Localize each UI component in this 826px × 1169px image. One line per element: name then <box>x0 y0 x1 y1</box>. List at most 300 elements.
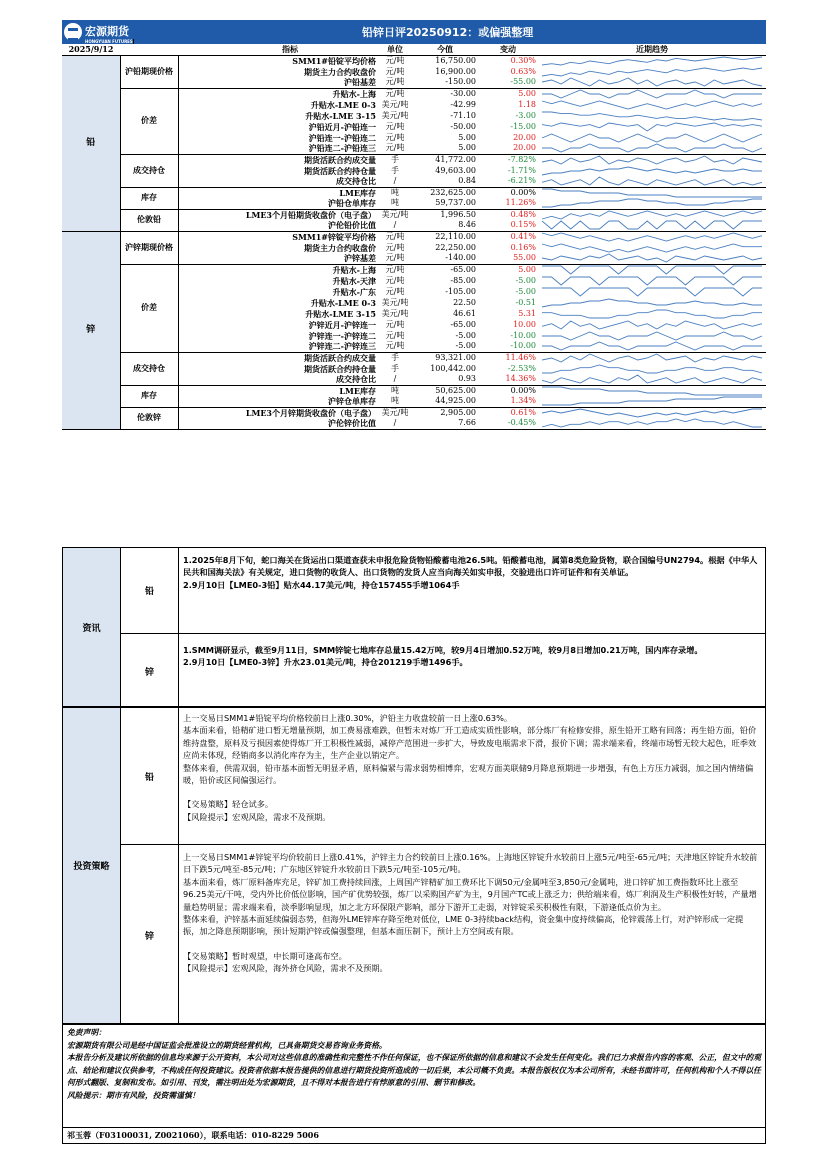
indicator-name: 期货主力合约收盘价 <box>304 242 376 253</box>
indicator-unit: 手 <box>391 352 399 362</box>
indicator-unit: 元/吨 <box>385 132 405 142</box>
logo-subtext: HONGYUAN FUTURES <box>85 39 133 44</box>
trend-sparkline <box>540 198 764 208</box>
trend-line <box>542 409 762 417</box>
indicator-value: 50,625.00 <box>435 385 476 395</box>
strategy-paragraph <box>183 786 759 798</box>
indicator-unit: 吨 <box>391 187 399 197</box>
indicator-unit: 元/吨 <box>385 121 405 131</box>
trend-line <box>542 177 762 185</box>
indicator-change: 0.41% <box>510 231 536 241</box>
indicator-unit: 美元/吨 <box>381 297 409 307</box>
trend-line <box>542 288 762 296</box>
table-row <box>62 352 766 363</box>
trend-sparkline <box>540 122 764 132</box>
indicator-trend <box>538 319 766 330</box>
indicator-name: 期货主力合约收盘价 <box>304 66 376 77</box>
indicator-value: -65.00 <box>450 319 476 329</box>
trend-line <box>542 277 762 285</box>
disclaimer <box>62 1024 766 1128</box>
indicator-change: 1.34% <box>478 396 538 407</box>
indicator-trend <box>538 242 766 253</box>
indicator-change: 0.63% <box>510 66 536 76</box>
trend-sparkline <box>540 100 764 110</box>
news-section <box>62 547 766 707</box>
trend-sparkline <box>540 210 764 220</box>
disclaimer-line: 风险提示：期市有风险，投资需谨慎！ <box>67 1090 200 1100</box>
indicator-unit: 元/吨 <box>385 88 405 98</box>
strategy-lead <box>121 708 765 845</box>
group-label: 伦敦铅 <box>120 209 178 231</box>
indicator-name: 沪铅基差 <box>178 77 378 88</box>
col-trend: 近期趋势 <box>538 44 766 55</box>
report-header <box>62 20 766 44</box>
col-value: 今值 <box>412 44 478 55</box>
indicator-name: LME库存 <box>339 385 376 396</box>
trend-sparkline <box>540 276 764 286</box>
news-lead <box>121 548 765 634</box>
indicator-name: 沪锌仓单库存 <box>178 396 378 407</box>
indicator-change: 10.00 <box>513 319 536 329</box>
trend-sparkline <box>540 56 764 66</box>
indicator-unit: 元/吨 <box>385 319 405 329</box>
table-row <box>62 154 766 165</box>
indicator-unit: / <box>378 220 412 231</box>
indicator-change: 11.46% <box>505 352 536 362</box>
indicator-unit: 元/吨 <box>385 330 405 340</box>
trend-line <box>542 211 762 219</box>
group-label: 伦敦锌 <box>120 407 178 429</box>
indicator-value: -65.00 <box>450 264 476 274</box>
trend-line <box>542 342 762 350</box>
indicator-change: 0.61% <box>510 407 536 417</box>
indicator-change: 20.00 <box>478 143 538 154</box>
trend-line <box>542 397 762 405</box>
trend-sparkline <box>540 67 764 77</box>
trend-line <box>542 123 762 131</box>
indicator-change: 0.48% <box>510 209 536 219</box>
indicator-name: 成交持仓比 <box>178 374 378 385</box>
indicator-change: 0.00% <box>510 385 536 395</box>
indicator-trend <box>538 99 766 110</box>
indicator-name: 期货活跃合约持仓量 <box>304 363 376 374</box>
indicator-unit: / <box>378 418 412 429</box>
indicator-name: 沪伦铅价比值 <box>178 220 378 231</box>
indicator-name: 沪锌近月-沪锌连一 <box>308 319 376 330</box>
indicator-unit: 元/吨 <box>378 341 412 352</box>
news-zinc-item-2: 2.9月10日【LME0-3锌】升水23.01美元/吨，持仓201219手增1496手。 <box>183 657 468 668</box>
indicator-value: 16,900.00 <box>435 66 476 76</box>
strategy-paragraph: 整体来看，供需双弱，铅市基本面暂无明显矛盾，原料偏紧与需求弱势相博弈，宏观方面美联储9月降息预期进一步增强，有色上方压力减弱，加之国内情绪偏暖，铅价或区间偏强运行。 <box>183 762 754 786</box>
indicator-value: 8.46 <box>412 220 478 231</box>
trend-line <box>542 310 762 318</box>
trend-sparkline <box>540 287 764 297</box>
indicator-trend <box>538 286 766 297</box>
indicator-unit: 美元/吨 <box>381 99 409 109</box>
strategy-section <box>62 707 766 1024</box>
indicator-unit: 元/吨 <box>385 286 405 296</box>
group-label: 成交持仓 <box>120 154 178 187</box>
trend-sparkline <box>540 243 764 253</box>
logo-icon <box>64 23 82 41</box>
indicator-value: 46.61 <box>453 308 476 318</box>
trend-line <box>542 112 762 120</box>
indicator-change: 0.00% <box>510 187 536 197</box>
indicator-value: 7.66 <box>412 418 478 429</box>
indicator-unit: 手 <box>391 165 399 175</box>
strategy-paragraph: 整体来看，沪锌基本面延续偏弱态势，但海外LME锌库存降至绝对低位，LME 0-3持续back结构，资金集中度持续偏高，伦锌震荡上行，对沪锌形成一定提振，加之降息预期影响，预计短期沪锌或偏强整理，但基本面压制下，预计上方空间或有限。 <box>183 914 744 937</box>
indicator-unit: 美元/吨 <box>381 110 409 120</box>
indicator-name: LME3个月锌期货收盘价（电子盘） <box>245 407 376 418</box>
group-label: 成交持仓 <box>120 352 178 385</box>
indicator-name: SMM1#锌锭平均价格 <box>292 231 376 242</box>
indicator-name: 沪锌连一-沪锌连二 <box>308 330 376 341</box>
trend-sparkline <box>540 265 764 275</box>
group-label: 价差 <box>120 264 178 352</box>
trend-sparkline <box>540 309 764 319</box>
col-indicator: 指标 <box>178 44 378 55</box>
strategy-paragraph: 基本面来看，炼厂原料备库充足，锌矿加工费持续回涨，上周国产锌精矿加工费环比下调50元/金属吨至3,850元/金属吨，进口锌矿加工费指数环比上涨至96.25美元/干吨，受内外比价低位影响，国产矿优势较强，炼厂以采购国产矿为主，9月国产TC或上涨乏力；供给端来看，炼厂利润及生产积极性好转，产量增量趋势明显；需求端来看，淡季影响显现，加之北方环保限产影响，部分下游开工走弱，对锌锭采买积极性有限，下游逢低点价为主。 <box>183 876 757 912</box>
trend-sparkline <box>540 220 764 230</box>
trend-sparkline <box>540 89 764 99</box>
group-label: 沪锌期现价格 <box>120 231 178 264</box>
indicator-value: 22.50 <box>453 297 476 307</box>
indicator-value: -71.10 <box>450 110 476 120</box>
indicator-trend <box>538 110 766 121</box>
indicator-trend <box>538 418 766 429</box>
indicator-value: -105.00 <box>445 286 476 296</box>
indicator-trend <box>538 66 766 77</box>
indicator-name: 升贴水-LME 0-3 <box>310 297 376 308</box>
indicator-trend <box>538 176 766 187</box>
trend-line <box>542 144 762 152</box>
indicator-change: -3.00 <box>515 110 536 120</box>
indicator-unit: 元/吨 <box>385 275 405 285</box>
strategy-paragraph: 【交易策略】轻仓试多。 <box>183 799 274 810</box>
indicator-value: 59,737.00 <box>412 198 478 209</box>
indicator-name: 沪锌连二-沪锌连三 <box>178 341 378 352</box>
trend-sparkline <box>540 133 764 143</box>
indicator-trend <box>538 275 766 286</box>
trend-line <box>542 266 762 274</box>
indicator-name: LME3个月铅期货收盘价（电子盘） <box>245 209 376 220</box>
indicator-change: -0.45% <box>478 418 538 429</box>
indicator-trend <box>538 396 766 407</box>
indicator-trend <box>538 407 766 418</box>
indicator-unit: 吨 <box>391 385 399 395</box>
disclaimer-line: 本报告分析及建议所依据的信息均来源于公开资料，本公司对这些信息的准确性和完整性不作任何保证，也不保证所依据的信息和建议不会发生任何变化。我们已力求报告内容的客观、公正，但文中的观点、结论和建议仅供参考，不构成任何投资建议。投资者依据本报告提供的信息进行期货投资所造成的一切后果，本公司概不负责。本报告版权仅为本公司所有，未经书面许可，任何机构和个人不得以任何形式翻版、复制和发布。如引用、刊发，需注明出处为宏源期货，且不得对本报告进行有悖原意的引用、删节和修改。 <box>67 1053 761 1088</box>
indicator-unit: 元/吨 <box>378 253 412 264</box>
indicator-unit: / <box>378 374 412 385</box>
indicator-trend <box>538 220 766 231</box>
trend-line <box>542 189 762 197</box>
indicator-unit: 元/吨 <box>385 66 405 76</box>
col-change: 变动 <box>478 44 538 55</box>
trend-line <box>542 233 762 241</box>
table-row <box>62 407 766 418</box>
indicator-trend <box>538 187 766 198</box>
trend-line <box>542 221 762 229</box>
indicator-name: 沪铅仓单库存 <box>178 198 378 209</box>
indicator-unit: 手 <box>391 154 399 164</box>
indicator-name: 升贴水-LME 3-15 <box>305 110 376 121</box>
indicator-value: 5.00 <box>412 143 478 154</box>
indicator-unit: 手 <box>391 363 399 373</box>
table-row <box>62 88 766 99</box>
table-header-row <box>62 44 766 55</box>
strategy-paragraph: 上一交易日SMM1#铅锭平均价格较前日上涨0.30%，沪铅主力收盘较前一日上涨0.63%。 <box>183 713 513 723</box>
indicator-trend <box>538 88 766 99</box>
news-label: 资讯 <box>63 548 121 706</box>
indicator-unit: 元/吨 <box>385 264 405 274</box>
indicator-value: 22,250.00 <box>435 242 476 252</box>
indicator-change: 0.30% <box>510 55 536 65</box>
trend-sparkline <box>540 166 764 176</box>
indicator-unit: 元/吨 <box>378 77 412 88</box>
trend-line <box>542 134 762 142</box>
trend-sparkline <box>540 188 764 198</box>
indicator-change: 1.18 <box>518 99 536 109</box>
indicator-trend <box>538 253 766 264</box>
trend-sparkline <box>540 418 764 428</box>
indicator-value: 93,321.00 <box>435 352 476 362</box>
indicator-unit: 元/吨 <box>385 231 405 241</box>
indicator-change: -55.00 <box>478 77 538 88</box>
indicator-change: -0.51 <box>515 297 536 307</box>
strategy-zinc-label: 锌 <box>121 845 179 1025</box>
indicator-trend <box>538 132 766 143</box>
indicator-value: 49,603.00 <box>435 165 476 175</box>
trend-sparkline <box>540 143 764 153</box>
table-row <box>62 264 766 275</box>
indicator-name: 沪伦锌价比值 <box>178 418 378 429</box>
indicator-trend <box>538 77 766 88</box>
indicator-value: -150.00 <box>412 77 478 88</box>
indicator-change: 5.31 <box>518 308 536 318</box>
strategy-paragraph: 【交易策略】暂时观望，中长期可逢高布空。 <box>183 950 347 961</box>
indicator-name: 升贴水-上海 <box>332 88 376 99</box>
trend-sparkline <box>540 396 764 406</box>
indicator-change: 0.15% <box>478 220 538 231</box>
trend-line <box>542 354 762 362</box>
col-unit: 单位 <box>378 44 412 55</box>
indicator-name: 升贴水-LME 0-3 <box>310 99 376 110</box>
indicator-change: 11.26% <box>478 198 538 209</box>
indicator-name: 期货活跃合约持仓量 <box>304 165 376 176</box>
table-row <box>62 231 766 242</box>
indicator-change: 5.00 <box>518 264 536 274</box>
daily-report-sheet <box>62 20 766 430</box>
disclaimer-line: 免责声明： <box>67 1028 106 1037</box>
trend-sparkline <box>540 353 764 363</box>
trend-line <box>542 419 762 427</box>
trend-sparkline <box>540 176 764 186</box>
indicator-change: -5.00 <box>515 275 536 285</box>
indicator-value: 0.84 <box>412 176 478 187</box>
indicator-name: 升贴水-上海 <box>332 264 376 275</box>
indicator-value: 5.00 <box>458 132 476 142</box>
trend-sparkline <box>540 341 764 351</box>
indicator-trend <box>538 143 766 154</box>
indicator-change: 5.00 <box>518 88 536 98</box>
trend-sparkline <box>540 298 764 308</box>
indicator-trend <box>538 198 766 209</box>
trend-sparkline <box>540 155 764 165</box>
trend-line <box>542 254 762 262</box>
indicator-change: -15.00 <box>510 121 536 131</box>
indicator-unit: / <box>378 176 412 187</box>
indicator-unit: 吨 <box>378 396 412 407</box>
trend-sparkline <box>540 320 764 330</box>
indicator-value: 22,110.00 <box>435 231 476 241</box>
trend-sparkline <box>540 331 764 341</box>
indicator-value: 2,905.00 <box>440 407 476 417</box>
indicator-trend <box>538 341 766 352</box>
news-lead-item-1: 1.2025年8月下旬，蛇口海关在货运出口渠道查获未申报危险货物铅酸蓄电池26.5吨。铅酸蓄电池，属第8类危险货物，联合国编号UN2794。根据《中华人民共和国海关法》有关规定，进口货物的收货人、出口货物的发货人应当向海关如实申报，交验进出口许可证件和有关单证。 <box>183 555 758 578</box>
trend-line <box>542 156 762 164</box>
indicator-change: -2.53% <box>507 363 536 373</box>
indicator-trend <box>538 297 766 308</box>
indicator-value: -140.00 <box>412 253 478 264</box>
indicator-value: -30.00 <box>450 88 476 98</box>
group-label: 库存 <box>120 385 178 407</box>
indicator-name: 期货活跃合约成交量 <box>304 352 376 363</box>
strategy-paragraph <box>183 938 759 950</box>
indicator-name: 沪铅连一-沪铅连二 <box>308 132 376 143</box>
table-row <box>62 209 766 220</box>
indicator-name: LME库存 <box>339 187 376 198</box>
indicator-name: 沪锌基差 <box>178 253 378 264</box>
indicator-change: 20.00 <box>513 132 536 142</box>
indicator-value: 0.93 <box>412 374 478 385</box>
analyst-contact: 祁玉蓉（F03100031, Z0021060），联系电话：010-8229 5006 <box>62 1128 766 1144</box>
indicator-unit: 吨 <box>378 198 412 209</box>
trend-line <box>542 101 762 109</box>
indicator-trend <box>538 121 766 132</box>
indicator-change: 0.16% <box>510 242 536 252</box>
table-row <box>62 55 766 66</box>
trend-line <box>542 321 762 329</box>
strategy-paragraph: 【风险提示】宏观风险，需求不及预期。 <box>183 811 331 822</box>
indicator-name: 升贴水-LME 3-15 <box>305 308 376 319</box>
indicator-trend <box>538 154 766 165</box>
indicator-name: 升贴水-天津 <box>332 275 376 286</box>
trend-sparkline <box>540 374 764 384</box>
indicator-change: -5.00 <box>515 286 536 296</box>
table-row <box>62 187 766 198</box>
group-label: 沪铅期现价格 <box>120 55 178 88</box>
indicator-value: -50.00 <box>450 121 476 131</box>
indicator-trend <box>538 209 766 220</box>
disclaimer-line: 宏源期货有限公司是经中国证监会批准设立的期货经营机构，已具备期货交易咨询业务资格。 <box>67 1040 387 1050</box>
trend-line <box>542 387 762 395</box>
indicator-trend <box>538 352 766 363</box>
indicator-trend <box>538 308 766 319</box>
news-zinc-label: 锌 <box>121 634 179 708</box>
news-lead-label: 铅 <box>121 548 179 633</box>
trend-sparkline <box>540 111 764 121</box>
indicator-change: -6.21% <box>478 176 538 187</box>
commodity-label: 锌 <box>62 231 120 429</box>
trend-line <box>542 199 762 207</box>
indicator-change: -7.82% <box>507 154 536 164</box>
indicator-change: -1.71% <box>507 165 536 175</box>
indicator-name: 沪铅连二-沪铅连三 <box>178 143 378 154</box>
indicator-unit: 元/吨 <box>378 143 412 154</box>
indicator-unit: 美元/吨 <box>381 308 409 318</box>
indicator-table <box>62 44 766 430</box>
indicator-value: -85.00 <box>450 275 476 285</box>
indicator-trend <box>538 231 766 242</box>
commodity-label: 铅 <box>62 55 120 231</box>
indicator-trend <box>538 363 766 374</box>
trend-sparkline <box>540 232 764 242</box>
trend-sparkline <box>540 77 764 87</box>
news-zinc <box>121 634 765 708</box>
trend-line <box>542 299 762 307</box>
indicator-name: SMM1#铅锭平均价格 <box>292 55 376 66</box>
indicator-trend <box>538 330 766 341</box>
trend-sparkline <box>540 364 764 374</box>
trend-sparkline <box>540 253 764 263</box>
trend-line <box>542 68 762 76</box>
strategy-paragraph: 【风险提示】宏观风险，海外挤仓风险，需求不及预期。 <box>183 963 388 974</box>
strategy-lead-label: 铅 <box>121 708 179 844</box>
indicator-trend <box>538 385 766 396</box>
table-row <box>62 385 766 396</box>
indicator-value: 100,442.00 <box>430 363 476 373</box>
indicator-name: 沪铅近月-沪铅连一 <box>308 121 376 132</box>
trend-line <box>542 365 762 373</box>
indicator-value: -5.00 <box>455 330 476 340</box>
report-title: 铅锌日评20250912：或偏强整理 <box>362 26 534 39</box>
group-label: 价差 <box>120 88 178 154</box>
group-label: 库存 <box>120 187 178 209</box>
indicator-change: -10.00 <box>478 341 538 352</box>
strategy-zinc <box>121 845 765 1025</box>
indicator-value: 232,625.00 <box>430 187 476 197</box>
indicator-change: 55.00 <box>478 253 538 264</box>
indicator-value: 44,925.00 <box>412 396 478 407</box>
report-date: 2025/9/12 <box>62 44 120 55</box>
indicator-name: 升贴水-广东 <box>332 286 376 297</box>
trend-line <box>542 375 762 383</box>
trend-line <box>542 90 762 98</box>
indicator-change: 14.36% <box>478 374 538 385</box>
trend-sparkline <box>540 408 764 418</box>
trend-line <box>542 167 762 175</box>
trend-sparkline <box>540 386 764 396</box>
indicator-trend <box>538 55 766 66</box>
news-lead-item-2: 2.9月10日【LME0-3铅】贴水44.17美元/吨，持仓157455手增1064手 <box>183 579 460 590</box>
company-logo <box>64 22 134 42</box>
indicator-value: -5.00 <box>412 341 478 352</box>
indicator-value: 1,996.50 <box>440 209 476 219</box>
indicator-value: -42.99 <box>450 99 476 109</box>
indicator-change: -10.00 <box>510 330 536 340</box>
indicator-unit: 元/吨 <box>385 55 405 65</box>
indicator-name: 成交持仓比 <box>178 176 378 187</box>
indicator-unit: 元/吨 <box>385 242 405 252</box>
strategy-label: 投资策略 <box>63 708 121 1023</box>
indicator-unit: 美元/吨 <box>381 407 409 417</box>
indicator-name: 期货活跃合约成交量 <box>304 154 376 165</box>
indicator-value: 41,772.00 <box>435 154 476 164</box>
indicator-unit: 美元/吨 <box>381 209 409 219</box>
trend-line <box>542 244 762 252</box>
trend-line <box>542 57 762 65</box>
strategy-paragraph: 上一交易日SMM1#锌锭平均价较前日上涨0.41%，沪锌主力合约较前日上涨0.16%。上海地区锌锭升水较前日上涨5元/吨至-65元/吨；天津地区锌锭升水较前日下跌5元/吨至-85元/吨；广东地区锌锭升水较前日下跌5元/吨至-105元/吨。 <box>183 852 758 875</box>
